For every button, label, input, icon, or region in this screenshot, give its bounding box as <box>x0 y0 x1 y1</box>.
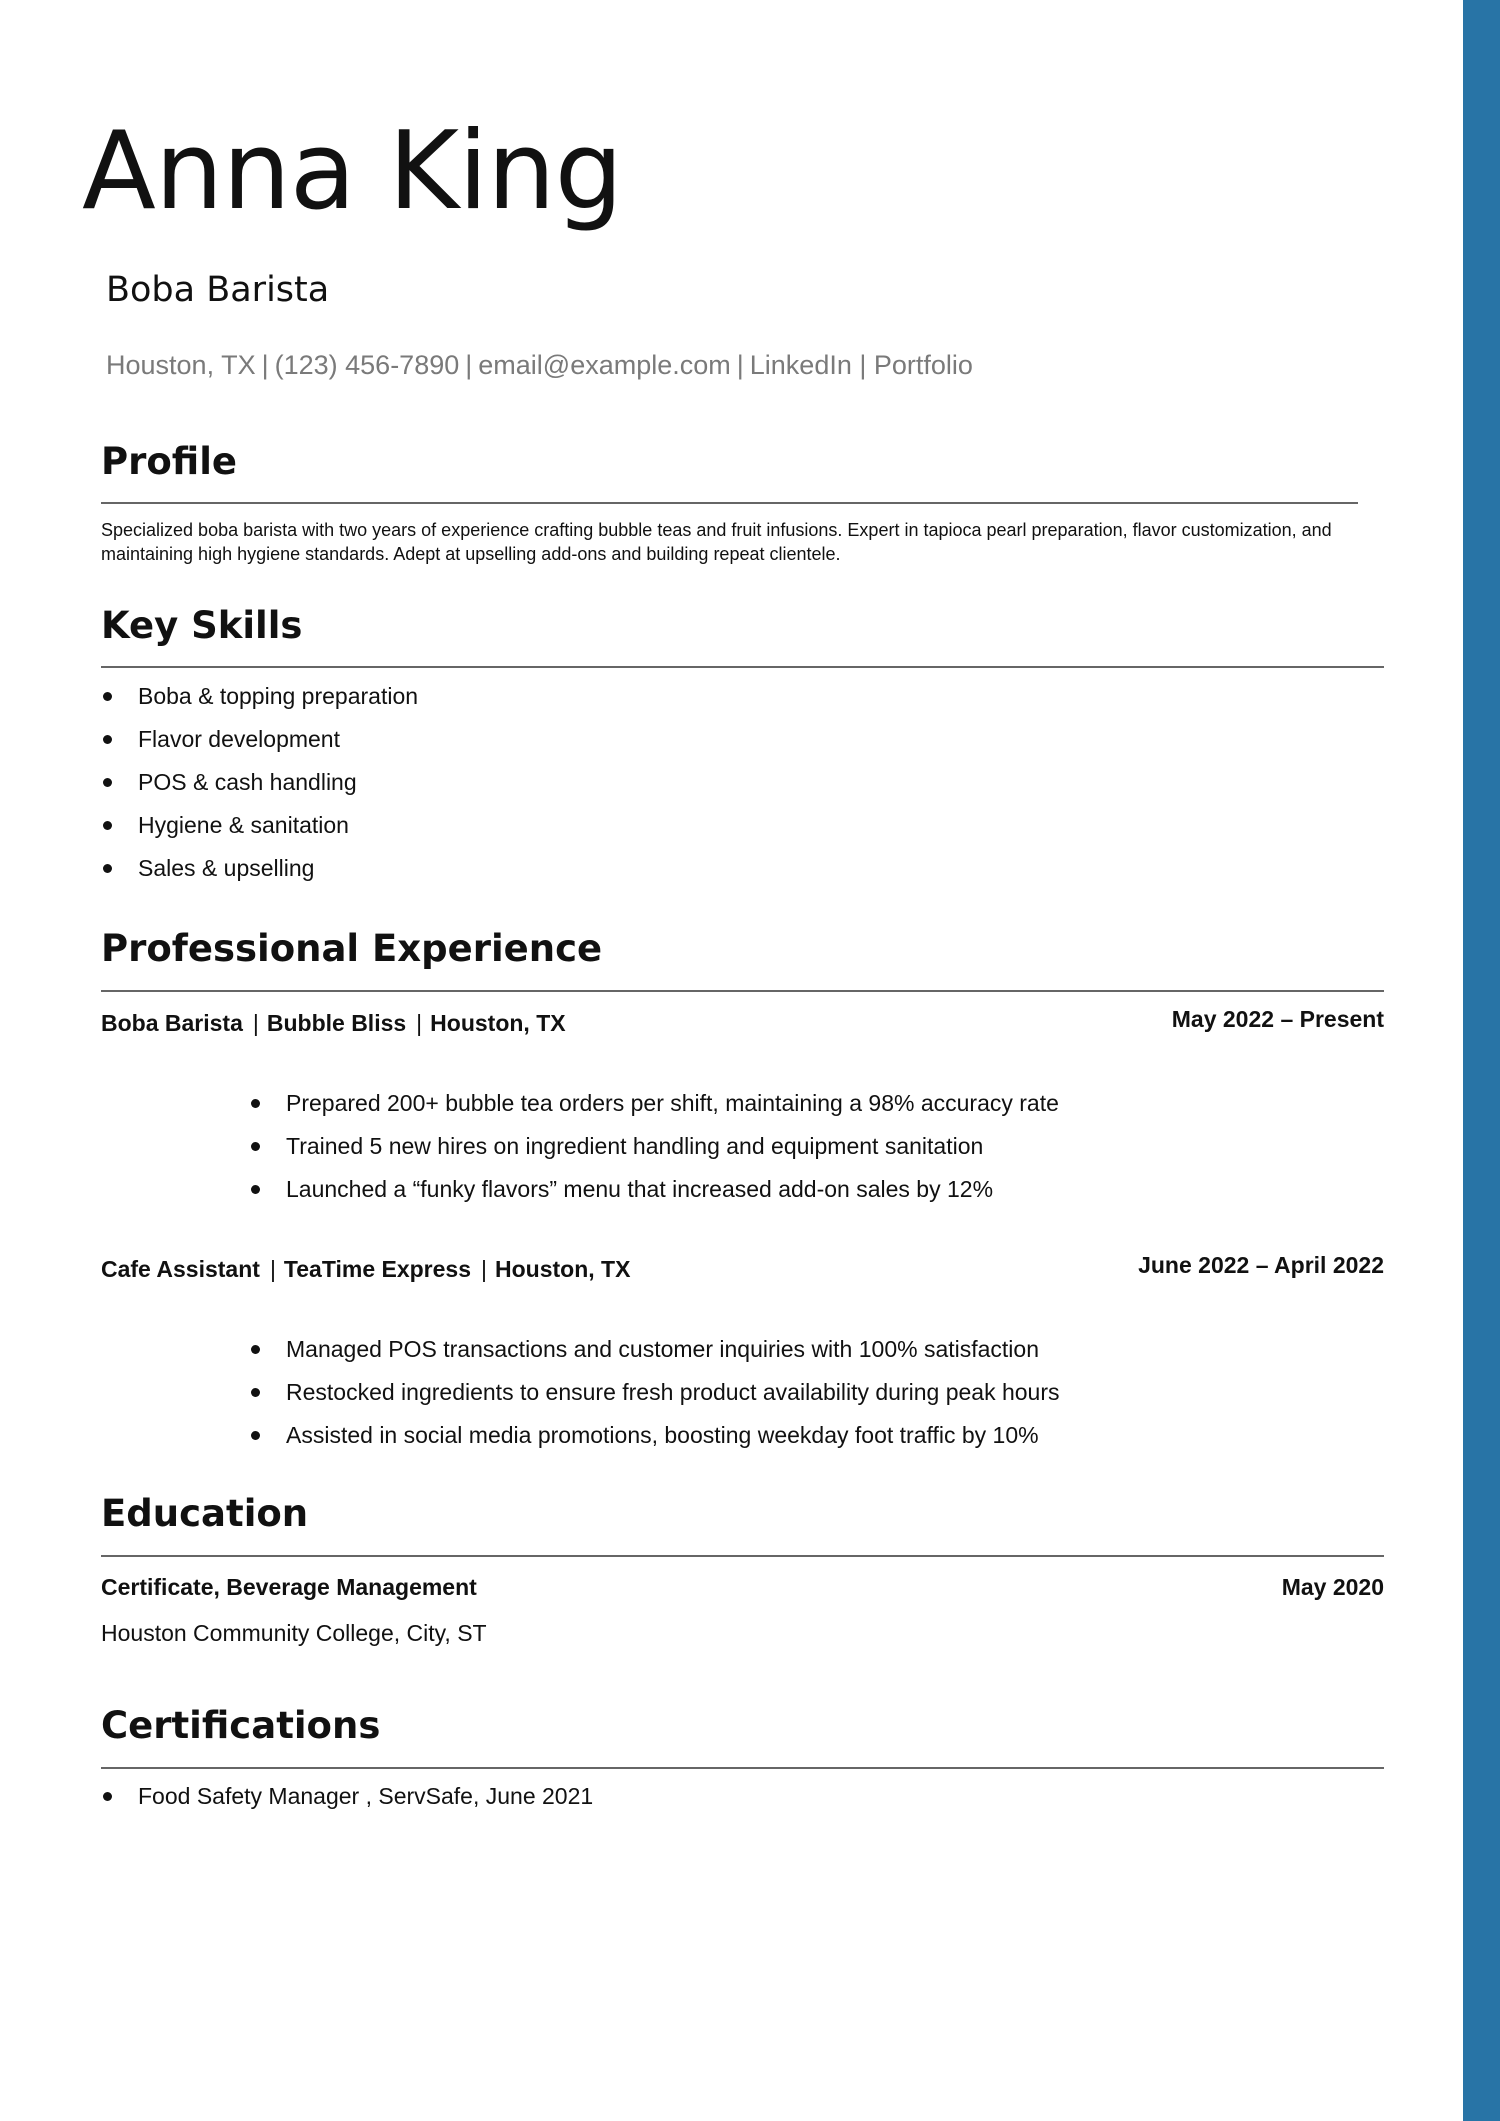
job-bullet: Trained 5 new hires on ingredient handling and equipment sanitation <box>249 1125 1059 1168</box>
job-bullet: Prepared 200+ bubble tea orders per shift, maintaining a 98% accuracy rate <box>249 1082 1059 1125</box>
job-bullets <box>249 1082 1059 1211</box>
job-bullet: Managed POS transactions and customer inquiries with 100% satisfaction <box>249 1328 1060 1371</box>
job-bullet: Assisted in social media promotions, boosting weekday foot traffic by 10% <box>249 1414 1060 1457</box>
skills-heading: Key Skills <box>101 604 303 647</box>
skill-item: POS & cash handling <box>101 761 418 804</box>
contact-links[interactable]: LinkedIn | Portfolio <box>749 350 973 380</box>
contact-separator: | <box>261 350 269 380</box>
experience-divider <box>101 990 1384 992</box>
education-heading: Education <box>101 1492 309 1535</box>
education-school: Houston Community College, City, ST <box>101 1620 487 1646</box>
job-dates: May 2022 – Present <box>1171 1006 1384 1032</box>
candidate-title: Boba Barista <box>106 270 330 310</box>
profile-heading: Profile <box>101 440 237 483</box>
candidate-name: Anna King <box>82 109 623 234</box>
job-role: Cafe Assistant <box>101 1256 260 1282</box>
job-header-left <box>101 1010 566 1037</box>
certifications-section <box>101 1704 1384 1747</box>
job-dates: June 2022 – April 2022 <box>1138 1252 1384 1278</box>
job-location: Houston, TX <box>495 1256 631 1282</box>
education-section <box>101 1492 1384 1535</box>
contact-separator: | <box>736 350 744 380</box>
skill-item: Hygiene & sanitation <box>101 804 418 847</box>
contact-phone: (123) 456-7890 <box>274 350 460 380</box>
job-bullet: Launched a “funky flavors” menu that increased add-on sales by 12% <box>249 1168 1059 1211</box>
accent-side-bar <box>1463 0 1500 2121</box>
skills-divider <box>101 666 1384 668</box>
job-bullets <box>249 1328 1060 1457</box>
job-header-left <box>101 1256 630 1283</box>
skills-list <box>101 675 418 890</box>
education-date: May 2020 <box>1281 1574 1384 1600</box>
profile-section <box>101 440 1384 483</box>
contact-line <box>106 350 973 381</box>
job-separator: | <box>416 1010 423 1036</box>
certifications-heading: Certifications <box>101 1704 381 1747</box>
skill-item: Flavor development <box>101 718 418 761</box>
job-separator: | <box>252 1010 259 1036</box>
skill-item: Boba & topping preparation <box>101 675 418 718</box>
skills-section <box>101 604 1384 647</box>
job-company: TeaTime Express <box>283 1256 472 1282</box>
experience-heading: Professional Experience <box>101 927 603 970</box>
job-location: Houston, TX <box>430 1010 566 1036</box>
contact-separator: | <box>465 350 473 380</box>
certification-item: Food Safety Manager , ServSafe, June 2021 <box>101 1775 593 1818</box>
experience-section <box>101 927 1384 970</box>
contact-email[interactable]: email@example.com <box>478 350 731 380</box>
job-separator: | <box>269 1256 276 1282</box>
job-separator: | <box>481 1256 487 1282</box>
skill-item: Sales & upselling <box>101 847 418 890</box>
certifications-divider <box>101 1767 1384 1769</box>
education-divider <box>101 1555 1384 1557</box>
contact-location: Houston, TX <box>106 350 256 380</box>
profile-summary: Specialized boba barista with two years of experience crafting bubble teas and fruit infusions. Expert in tapioca pearl preparation, flavor customization, and maintaining high hygiene standards. Adept at upselling add-ons and building repeat clientele. <box>101 520 1332 564</box>
job-role: Boba Barista <box>101 1010 243 1036</box>
job-bullet: Restocked ingredients to ensure fresh product availability during peak hours <box>249 1371 1060 1414</box>
profile-divider <box>101 502 1358 504</box>
job-company: Bubble Bliss <box>266 1010 407 1036</box>
certifications-list <box>101 1775 593 1818</box>
education-degree: Certificate, Beverage Management <box>101 1574 477 1600</box>
